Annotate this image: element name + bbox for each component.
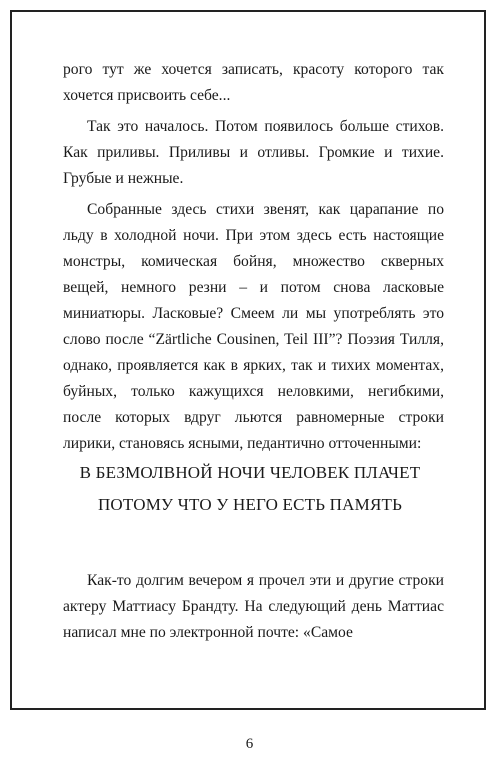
paragraph-collected-poems: Собранные здесь стихи звенят, как царапание по льду в холодной ночи. При этом здесь есть настоящие монстры, комическая бойня, множество скверных вещей, немного резни – и потом снова ласковые миниатюры. Ласковые? Смеем ли мы употреблять это слово после “Zärtliche Cousinen, Teil III”? Поэзия Тилля, однако, проявляется как в ярких, так и тихих моментах, буйных, только кажущихся неловкими, негибкими, после которых вдруг льются равномерные строки лирики, становясь ясными, педантично отточенными: <box>63 201 444 452</box>
paragraph-tides: Так это началось. Потом появилось больше стихов. Как приливы. Приливы и отливы. Громкие и тихие. Грубые и нежные. <box>63 118 444 187</box>
body-text-bottom <box>63 568 444 646</box>
page-number: 6 <box>245 736 254 752</box>
paragraph-brandt: Как-то долгим вечером я прочел эти и другие строки актеру Маттиасу Брандту. На следующий день Маттиас написал мне по электронной почте: «Самое <box>63 572 444 641</box>
quote-line-1: В БЕЗМОЛВНОЙ НОЧИ ЧЕЛОВЕК ПЛАЧЕТ <box>79 463 421 482</box>
body-text-top <box>63 57 444 457</box>
quote-line-2: ПОТОМУ ЧТО У НЕГО ЕСТЬ ПАМЯТЬ <box>97 495 403 514</box>
paragraph-continuation: рого тут же хочется записать, красоту которого так хочется присвоить себе... <box>63 61 444 104</box>
